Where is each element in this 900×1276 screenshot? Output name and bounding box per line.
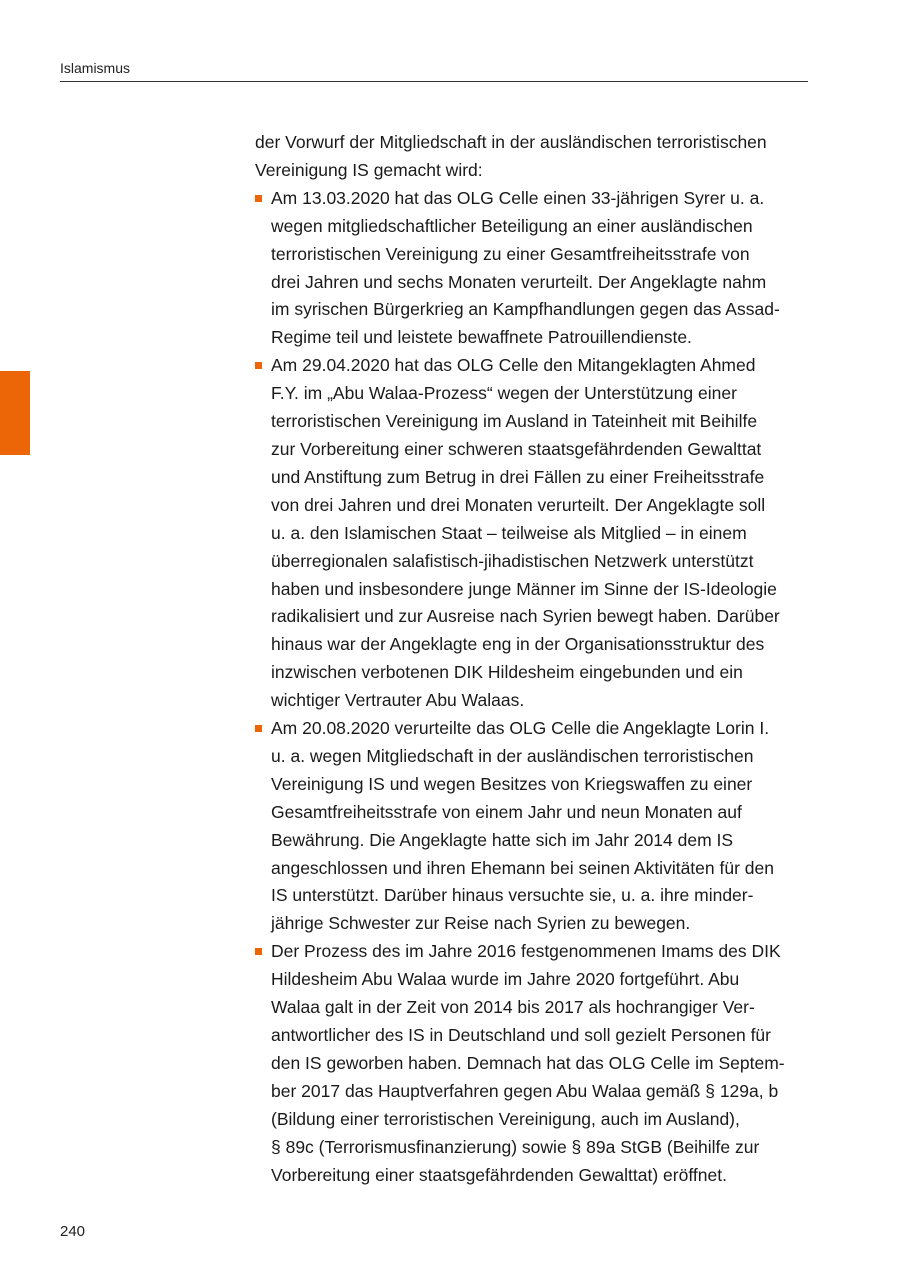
text-line: angeschlossen und ihren Ehemann bei seinen Aktivitäten für den <box>271 857 774 878</box>
page-number: 240 <box>60 1223 86 1240</box>
text-line: radikalisiert und zur Ausreise nach Syrien bewegt haben. Darüber <box>271 606 780 627</box>
text-line: Am 13.03.2020 hat das OLG Celle einen 33-jährigen Syrer u. a. <box>271 187 765 208</box>
text-line: F.Y. im „Abu Walaa-Prozess“ wegen der Unterstützung einer <box>271 383 737 404</box>
text-line: im syrischen Bürgerkrieg an Kampfhandlungen gegen das Assad- <box>271 299 780 320</box>
body-text <box>255 129 810 1189</box>
text-line: (Bildung einer terroristischen Vereinigung, auch im Ausland), <box>271 1108 740 1129</box>
text-line: überregionalen salafistisch-jihadistischen Netzwerk unterstützt <box>271 550 754 571</box>
text-line: Der Prozess des im Jahre 2016 festgenommenen Imams des DIK <box>271 941 781 962</box>
list-item <box>255 352 810 715</box>
header-rule <box>60 81 808 82</box>
text-line: Walaa galt in der Zeit von 2014 bis 2017 als hochrangiger Ver- <box>271 997 755 1018</box>
text-line: IS unterstützt. Darüber hinaus versuchte sie, u. a. ihre minder- <box>271 885 754 906</box>
text-line: inzwischen verbotenen DIK Hildesheim eingebunden und ein <box>271 662 743 683</box>
verdict-list <box>255 185 810 1190</box>
square-bullet-icon <box>255 195 262 202</box>
text-line: ber 2017 das Hauptverfahren gegen Abu Walaa gemäß § 129a, b <box>271 1080 779 1101</box>
text-line: wegen mitgliedschaftlicher Beteiligung an einer ausländischen <box>271 215 753 236</box>
chapter-side-marker <box>0 371 30 455</box>
text-line: Hildesheim Abu Walaa wurde im Jahre 2020 fortgeführt. Abu <box>271 969 740 990</box>
text-line: haben und insbesondere junge Männer im Sinne der IS-Ideologie <box>271 578 777 599</box>
text-line: von drei Jahren und drei Monaten verurteilt. Der Angeklagte soll <box>271 494 766 515</box>
text-line: und Anstiftung zum Betrug in drei Fällen zu einer Freiheitsstrafe <box>271 466 765 487</box>
text-line: u. a. wegen Mitgliedschaft in der ausländischen terroristischen <box>271 745 754 766</box>
square-bullet-icon <box>255 362 262 369</box>
text-line: jährige Schwester zur Reise nach Syrien zu bewegen. <box>271 913 691 934</box>
text-line: antwortlicher des IS in Deutschland und soll gezielt Personen für <box>271 1025 771 1045</box>
square-bullet-icon <box>255 725 262 732</box>
text-line: Vorbereitung einer staatsgefährdenden Gewalttat) eröffnet. <box>271 1164 727 1185</box>
text-line: Gesamtfreiheitsstrafe von einem Jahr und neun Monaten auf <box>271 801 742 822</box>
square-bullet-icon <box>255 948 262 955</box>
text-line: Vereinigung IS und wegen Besitzes von Kriegswaffen zu einer <box>271 773 753 794</box>
text-line: Regime teil und leistete bewaffnete Patrouillendienste. <box>271 327 692 348</box>
text-line: drei Jahren und sechs Monaten verurteilt. Der Angeklagte nahm <box>271 271 767 292</box>
text-line: Am 20.08.2020 verurteilte das OLG Celle die Angeklagte Lorin I. <box>271 718 770 739</box>
list-item <box>255 715 810 938</box>
text-line: zur Vorbereitung einer schweren staatsgefährdenden Gewalttat <box>271 438 762 459</box>
list-item <box>255 185 810 352</box>
text-line: terroristischen Vereinigung zu einer Gesamtfreiheitsstrafe von <box>271 243 750 264</box>
text-line: u. a. den Islamischen Staat – teilweise als Mitglied – in einem <box>271 522 747 543</box>
intro-paragraph <box>255 129 810 185</box>
text-line: terroristischen Vereinigung im Ausland in Tateinheit mit Beihilfe <box>271 411 758 432</box>
list-item <box>255 938 810 1189</box>
text-line: Am 29.04.2020 hat das OLG Celle den Mitangeklagten Ahmed <box>271 355 756 376</box>
text-line: den IS geworben haben. Demnach hat das OLG Celle im Septem- <box>271 1052 785 1073</box>
text-line: wichtiger Vertrauter Abu Walaas. <box>271 690 525 711</box>
text-line: der Vorwurf der Mitgliedschaft in der ausländischen terroristischen <box>255 132 767 152</box>
running-head-title: Islamismus <box>60 60 131 76</box>
text-line: hinaus war der Angeklagte eng in der Organisationsstruktur des <box>271 634 765 655</box>
text-line: Vereinigung IS gemacht wird: <box>255 159 483 180</box>
text-line: Bewährung. Die Angeklagte hatte sich im Jahr 2014 dem IS <box>271 829 734 850</box>
text-line: § 89c (Terrorismusfinanzierung) sowie § 89a StGB (Beihilfe zur <box>271 1136 760 1157</box>
